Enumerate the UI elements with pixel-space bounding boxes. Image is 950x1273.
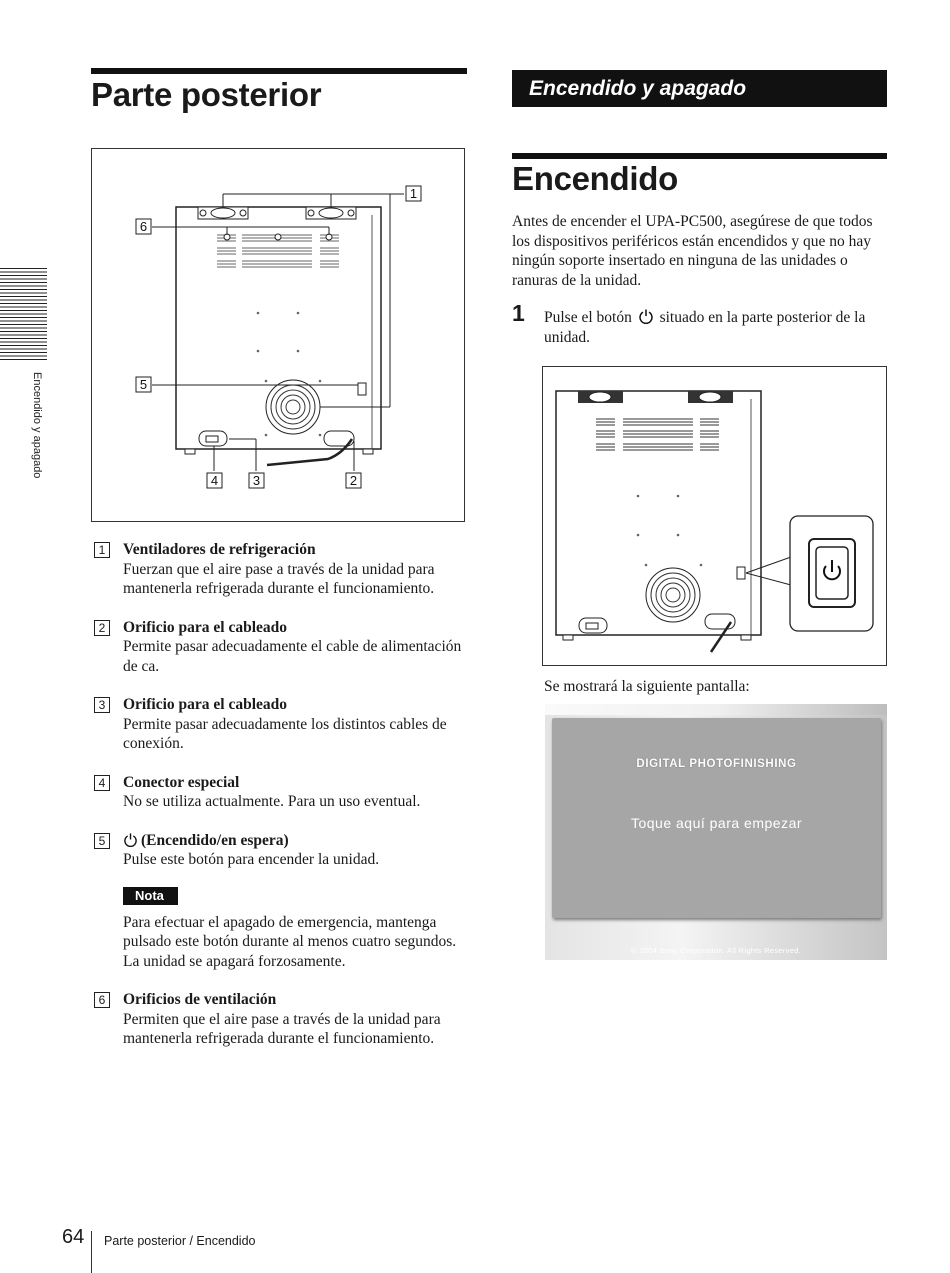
- item-number: 2: [94, 620, 110, 636]
- item-title: Orificio para el cableado: [123, 696, 288, 713]
- item-text: Permite pasar adecuadamente los distintos cables de conexión.: [123, 715, 447, 752]
- callout-2: 2: [349, 473, 358, 488]
- item-title-row: [123, 831, 471, 851]
- page-title-left: Parte posterior: [91, 76, 322, 113]
- step-text: [544, 308, 890, 347]
- item-title: Conector especial: [123, 773, 240, 791]
- item-number: 5: [94, 833, 110, 849]
- screen-copyright: © 2004 Sony Corporation. All Rights Reserved.: [631, 946, 801, 955]
- item-text: Fuerzan que el aire pase a través de la unidad para mantenerla refrigerada durante el funcionamiento.: [123, 560, 435, 597]
- note-block: [123, 887, 471, 972]
- power-button-drawing: [543, 367, 886, 665]
- component-list: [91, 540, 471, 1068]
- item-text: Permiten que el aire pase a través de la unidad para mantenerla refrigerada durante el funcionamiento.: [123, 1010, 441, 1047]
- callout-4: 4: [210, 473, 219, 488]
- list-item: [91, 990, 471, 1049]
- rear-panel-figure: [91, 148, 465, 522]
- note-label: Nota: [123, 887, 178, 905]
- power-icon: [638, 308, 654, 324]
- intro-paragraph: Antes de encender el UPA-PC500, asegúrese de que todos los dispositivos periféricos están encendidos y que no hay ningún soporte insertado en ninguna de las unidades o ranuras de la unidad.: [512, 213, 873, 289]
- callout-5: 5: [139, 377, 148, 392]
- list-item: [91, 618, 471, 677]
- item-text: Permite pasar adecuadamente el cable de alimentación de ca.: [123, 638, 462, 675]
- step-text-before: Pulse el botón: [544, 309, 632, 326]
- step-number: 1: [512, 300, 525, 326]
- power-icon: [123, 832, 138, 847]
- callout-3: 3: [252, 473, 261, 488]
- item-text: Pulse este botón para encender la unidad.: [123, 851, 380, 868]
- rear-panel-drawing: [92, 149, 464, 521]
- page-number: 64: [62, 1226, 85, 1248]
- screen-caption: Se mostrará la siguiente pantalla:: [544, 678, 750, 695]
- footer-section: Parte posterior / Encendido: [104, 1234, 256, 1248]
- callout-1: 1: [409, 186, 418, 201]
- side-tab-label: Encendido y apagado: [31, 372, 43, 479]
- title-rule-left: [91, 68, 467, 74]
- list-item: [91, 773, 471, 812]
- list-item: [91, 695, 471, 754]
- list-item: [91, 540, 471, 599]
- item-number: 3: [94, 697, 110, 713]
- list-item: [91, 831, 471, 870]
- screen-title: DIGITAL PHOTOFINISHING: [636, 758, 797, 770]
- touch-to-start-button[interactable]: Toque aquí para empezar: [630, 815, 803, 831]
- screen-panel[interactable]: [552, 718, 881, 918]
- page-title-right: Encendido: [512, 160, 678, 197]
- item-title: (Encendido/en espera): [141, 831, 289, 849]
- item-title: Ventiladores de refrigeración: [123, 541, 316, 558]
- item-number: 6: [94, 992, 110, 1008]
- section-banner: Encendido y apagado: [512, 70, 887, 107]
- step-text-after: situado en la parte posterior de la unidad.: [544, 309, 866, 346]
- callout-6: 6: [139, 219, 148, 234]
- title-rule-right: [512, 153, 887, 159]
- screen-top-bar: [545, 704, 887, 715]
- item-text: No se utiliza actualmente. Para un uso eventual.: [123, 793, 421, 810]
- footer-rule: [91, 1231, 92, 1273]
- item-number: 1: [94, 542, 110, 558]
- touch-screen-preview: [545, 704, 887, 960]
- item-title: Orificios de ventilación: [123, 991, 277, 1008]
- item-title: Orificio para el cableado: [123, 618, 288, 636]
- item-number: 4: [94, 775, 110, 791]
- power-button-figure: [542, 366, 887, 666]
- note-text: Para efectuar el apagado de emergencia, mantenga pulsado este botón durante al menos cuatro segundos. La unidad se apagará forzosamente.: [123, 913, 457, 970]
- side-tab-stripes: [0, 268, 47, 362]
